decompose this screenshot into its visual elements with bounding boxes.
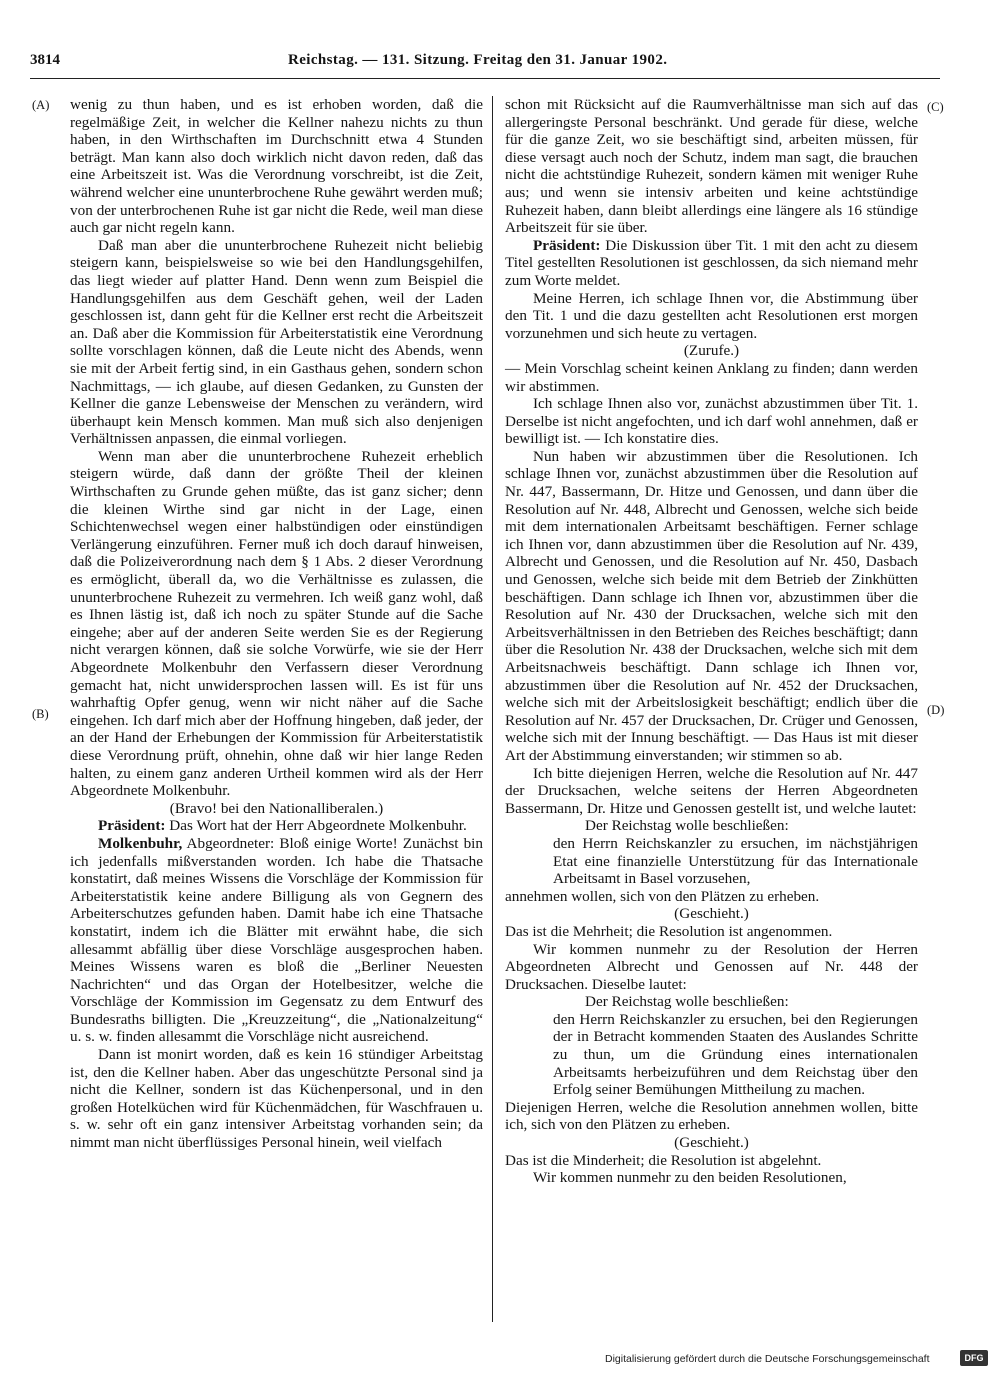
paragraph-text: den Herrn Reichskanzler zu ersuchen, im nächstjährigen Etat eine finanzielle Unterstützung für das Internationale Arbeitsamt in Basel vorzusehen, bbox=[553, 834, 918, 888]
paragraph bbox=[505, 1152, 918, 1170]
speaker-name: Molkenbuhr, bbox=[98, 834, 183, 852]
speaker-paragraph bbox=[70, 835, 483, 1046]
paragraph bbox=[505, 1099, 918, 1134]
paragraph-text: (Geschieht.) bbox=[674, 1134, 749, 1152]
page-header bbox=[30, 50, 940, 76]
paragraph-text: Wir kommen nunmehr zu den beiden Resolutionen, bbox=[533, 1169, 847, 1187]
paragraph-text: Diejenigen Herren, welche die Resolution annehmen wollen, bitte ich, sich von den Plätzen zu erheben. bbox=[505, 1098, 918, 1134]
paragraph-text: Wir kommen nunmehr zu der Resolution der Herren Abgeordneten Albrecht und Genossen auf Nr. 448 der Drucksachen. Dieselbe lautet: bbox=[505, 940, 918, 993]
paragraph-text: Meine Herren, ich schlage Ihnen vor, die Abstimmung über den Tit. 1 und die dazu gestellten acht Resolutionen erst morgen vorzunehmen und sich heute zu vertagen. bbox=[505, 289, 918, 342]
paragraph-text: Dann ist monirt worden, daß es kein 16 stündiger Arbeitstag ist, den die Kellner haben. Aber das ungeschützte Personal sind ja nicht die Kellner, sondern ist das Küchenpersonal, und in den großen Hotelküchen wird für Küchenmädchen, für Waschfrauen u. s. w. sehr oft ein ganz intensiver Arbeitstag vorhanden sein; da nimmt man nicht überflüssiges Personal hinein, weil vielfach bbox=[70, 1046, 483, 1152]
paragraph-text: den Herrn Reichskanzler zu ersuchen, bei den Regierungen der in Betracht kommenden Staaten des Auslandes Schritte zu thun, um die Gründung eines internationalen Arbeitsamts herbeizuführen und dem Reichstag über den Erfolg seiner Bemühungen Mittheilung zu machen. bbox=[553, 1010, 918, 1099]
paragraph bbox=[70, 1046, 483, 1152]
interjection bbox=[505, 1134, 918, 1152]
interjection bbox=[505, 342, 918, 360]
paragraph bbox=[70, 96, 483, 237]
speaker-paragraph bbox=[70, 817, 483, 835]
paragraph bbox=[505, 923, 918, 941]
paragraph-text: annehmen wollen, sich von den Plätzen zu erheben. bbox=[505, 887, 820, 905]
paragraph-text: schon mit Rücksicht auf die Raumverhältnisse man sich auf das allergeringste Personal beschränkt. Und gerade für diese, welche für die ganze Zeit, wo sie beschäftigt sind, arbeiten müssen, für diese versagt auch noch der Schutz, indem man sagt, die brauchen nicht die achtstündige Ruhezeit, sondern kämen mit weniger Ruhe aus; und wenn sie intensiv arbeiten und keine achtstündige Ruhezeit haben, dann bleibt allerdings eine längere als 16 stündige Arbeitszeit für sie über. bbox=[505, 96, 918, 237]
paragraph bbox=[505, 1169, 918, 1187]
speaker-paragraph bbox=[505, 237, 918, 290]
margin-marker-c: (C) bbox=[927, 100, 944, 114]
speaker-name: Präsident: bbox=[533, 236, 601, 254]
paragraph bbox=[70, 448, 483, 800]
paragraph bbox=[505, 1011, 918, 1099]
paragraph bbox=[505, 835, 918, 888]
dfg-logo: DFG bbox=[960, 1350, 988, 1366]
paragraph-text: Das ist die Mehrheit; die Resolution ist angenommen. bbox=[505, 922, 833, 940]
header-rule bbox=[30, 78, 940, 79]
paragraph-text: Daß man aber die ununterbrochene Ruhezeit nicht beliebig steigern kann, beispielsweise so wie bei den Handlungsgehilfen, das liegt wieder auf platter Hand. Denn wenn zum Beispiel die Handlungsgehilfen aus dem Geschäft gehen, weil der Laden geschlossen ist, dann geht für die Kellner erst recht die Arbeitszeit an. Daß aber die Kommission für Arbeiterstatistik eine Verordnung sollte vorschlagen können, daß die Leute nicht des Abends, wenn sie mit der Arbeit fertig sind, in ein Gasthaus gehen, sondern schon Nachmittags, — ich glaube, auf diesen Gedanken, zu Gunsten der Kellner die ganze Lebensweise der Menschen zu verändern, wird überhaupt kein Mensch kommen. Man muß sich also denjenigen Verhältnissen anpassen, die einmal vorliegen. bbox=[70, 236, 483, 448]
footer-credit: Digitalisierung gefördert durch die Deutsche Forschungsgemeinschaft bbox=[605, 1353, 930, 1365]
paragraph-text: Abgeordneter: Bloß einige Worte! Zunächst bin ich jedenfalls mißverstanden worden. Ich habe die Thatsache konstatirt, daß meines Wissens die Vorschläge der Kommission für Arbeiterstatistik keine andere Billigung als von Gegnern des Arbeiterschutzes gefunden haben. Damit habe ich eine Thatsache konstatirt, indem ich die Blätter mit erwähnt habe, die sich allesammt abfällig über diese Vorschläge ausgesprochen haben. Meines Wissens waren es bloß die „Berliner Neuesten Nachrichten“ und das Organ der Hotelbesitzer, welche die Vorschläge der Kommission im Gegensatz zu dem Entwurf des Bundesraths billigten. Die „Kreuzzeitung“, die „Nationalzeitung“ u. s. w. finden allesammt die Vorschläge nicht ausreichend. bbox=[70, 834, 483, 1046]
paragraph bbox=[505, 96, 918, 237]
paragraph-text: Das ist die Minderheit; die Resolution ist abgelehnt. bbox=[505, 1151, 822, 1169]
paragraph bbox=[505, 360, 918, 395]
paragraph bbox=[505, 765, 918, 818]
paragraph-text: (Geschieht.) bbox=[674, 905, 749, 923]
paragraph-text: Der Reichstag wolle beschließen: bbox=[585, 817, 789, 835]
margin-marker-b: (B) bbox=[32, 707, 49, 721]
paragraph bbox=[505, 290, 918, 343]
paragraph-text: (Bravo! bei den Nationalliberalen.) bbox=[169, 799, 384, 817]
speaker-name: Präsident: bbox=[98, 817, 166, 835]
right-column bbox=[505, 96, 918, 1187]
left-column bbox=[70, 96, 483, 1152]
paragraph bbox=[70, 237, 483, 448]
paragraph-text: wenig zu thun haben, und es ist erhoben worden, daß die regelmäßige Zeit, in welcher die Kellner nahezu nichts zu thun haben, in den Wirthschaften im Durchschnitt etwa 4 Stunden beträgt. Man kann also doch wirklich nicht davon reden, daß das eine Arbeitszeit ist. Was die Verordnung vorschreibt, ist die Zeit, während welcher eine ununterbrochene Ruhe gewährt werden muß; von der unterbrochenen Ruhe ist gar nicht die Rede, weil man diese auch gar nicht regeln kann. bbox=[70, 96, 483, 237]
margin-marker-a: (A) bbox=[32, 98, 50, 112]
paragraph-text: Nun haben wir abzustimmen über die Resolutionen. Ich schlage Ihnen vor, zunächst abzustimmen über die Resolution auf Nr. 447, Bassermann, Dr. Hitze und Genossen, und dann über die Resolution auf Nr. 448, Albrecht und Genossen, welche sich beide mit dem internationalen Arbeitsamt beschäftigen. Ferner schlage ich Ihnen vor, dann abzustimmen über die Resolution auf Nr. 439, Albrecht und Genossen, und die Resolution auf Nr. 450, Dasbach und Genossen, welche sich beide mit dem Betrieb der Zinkhütten beschäftigen. Dann schlage ich Ihnen vor, abzustimmen über die Resolution auf Nr. 430 der Drucksachen, welche sich mit den Arbeitsverhältnissen in den Betrieben des Reiches beschäftigt; dann über die Resolution Nr. 438 der Drucksachen, welche sich mit dem Arbeitsnachweis beschäftigt. Dann schlage ich Ihnen vor, abzustimmen über die Resolution auf Nr. 452 der Drucksachen, welche sich mit der Arbeitslosigkeit beschäftigt; endlich über die Resolution auf Nr. 457 der Drucksachen, Dr. Crüger und Genossen, welche sich mit der Innung beschäftigt. — Das Haus ist mit dieser Art der Abstimmung einverstanden; wir stimmen so ab. bbox=[505, 447, 918, 764]
interjection bbox=[505, 905, 918, 923]
paragraph-text: Wenn man aber die ununterbrochene Ruhezeit erheblich steigern würde, daß dann der größte Theil der kleinen Wirthschaften zu Grunde gehen müßte, das ist ganz sicher; denn die kleinen Wirthe sind gar nicht in der Lage, einen Schichtenwechsel wegen einer halbstündigen oder einstündigen Verlängerung einzuführen. Ferner muß ich doch darauf hinweisen, daß die Polizeiverordnung nach dem § 1 Abs. 2 dieser Verordnung es ermöglicht, überall da, wo die Verhältnisse es zulassen, die ununterbrochene Ruhezeit zu vermehren. Ich weiß ganz wohl, daß es Ihnen lästig ist, daß ich noch zu später Stunde auf die Sache eingehe; aber auf der anderen Seite werden Sie es der Regierung nicht verargen können, daß sie solche Vorwürfe, wie sie der Herr Abgeordnete Molkenbuhr den Verfassern dieser Verordnung gemacht hat, nicht unwidersprochen lassen will. Es ist für uns wahrhaftig Opfer genug, wenn wir nicht näher auf die Sache eingehen. Ich darf mich aber der Hoffnung hingeben, daß jeder, der an der Hand der Erhebungen der Kommission für Arbeiterstatistik diese Verordnung prüft, ohnehin, ohne daß wir hier lange Reden halten, zu einem ganz anderen Urtheil kommen wird als der Herr Abgeordnete Molkenbuhr. bbox=[70, 447, 483, 800]
paragraph-text: Ich schlage Ihnen also vor, zunächst abzustimmen über Tit. 1. Derselbe ist nicht angefochten, und ich darf wohl annehmen, daß er bewilligt ist. — Ich konstatire dies. bbox=[505, 395, 918, 448]
margin-marker-d: (D) bbox=[927, 703, 945, 717]
paragraph bbox=[505, 817, 918, 835]
paragraph-text: (Zurufe.) bbox=[683, 342, 740, 360]
paragraph bbox=[505, 888, 918, 906]
paragraph-text: — Mein Vorschlag scheint keinen Anklang zu finden; dann werden wir abstimmen. bbox=[505, 359, 918, 395]
page-number: 3814 bbox=[30, 52, 60, 68]
column-separator bbox=[492, 96, 493, 1322]
interjection bbox=[70, 800, 483, 818]
paragraph bbox=[505, 395, 918, 448]
paragraph bbox=[505, 993, 918, 1011]
paragraph-text: Ich bitte diejenigen Herren, welche die Resolution auf Nr. 447 der Drucksachen, welche seitens der Herren Abgeordneten Bassermann, Dr. Hitze und Genossen gestellt ist, und welche lautet: bbox=[505, 764, 918, 817]
paragraph bbox=[505, 448, 918, 765]
paragraph-text: Der Reichstag wolle beschließen: bbox=[585, 993, 789, 1011]
paragraph-text: Die Diskussion über Tit. 1 mit den acht zu diesem Titel gestellten Resolutionen ist geschlossen, da sich niemand mehr zum Worte meldet. bbox=[505, 236, 918, 289]
running-head: Reichstag. — 131. Sitzung. Freitag den 31. Januar 1902. bbox=[288, 52, 668, 68]
paragraph bbox=[505, 941, 918, 994]
paragraph-text: Das Wort hat der Herr Abgeordnete Molkenbuhr. bbox=[165, 817, 467, 835]
